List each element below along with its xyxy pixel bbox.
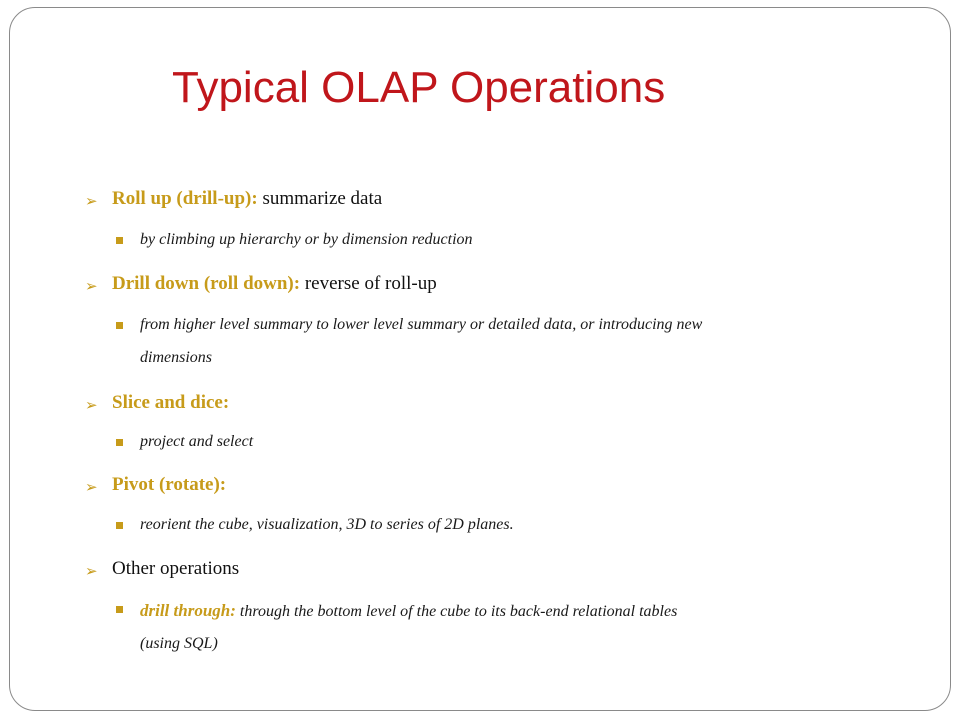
arrowhead-bullet-icon: ➢ [85, 277, 98, 295]
sub-bullet-drill-down-line2: dimensions [140, 349, 212, 366]
arrowhead-bullet-icon: ➢ [85, 192, 98, 210]
text-roll-up: summarize data [257, 188, 383, 209]
arrowhead-bullet-icon: ➢ [85, 396, 98, 414]
term-drill-through: drill through: [140, 601, 236, 620]
bullet-slice-and-dice [112, 392, 229, 414]
square-bullet-icon [116, 237, 123, 244]
sub-bullet-pivot: reorient the cube, visualization, 3D to series of 2D planes. [140, 516, 514, 533]
bullet-drill-down [112, 273, 437, 295]
square-bullet-icon [116, 606, 123, 613]
sub-bullet-drill-through-line2: (using SQL) [140, 635, 218, 652]
sub-bullet-drill-through-line1 [140, 601, 677, 621]
square-bullet-icon [116, 522, 123, 529]
square-bullet-icon [116, 322, 123, 329]
sub-bullet-roll-up: by climbing up hierarchy or by dimension reduction [140, 231, 473, 248]
term-roll-up: Roll up (drill-up): [112, 188, 258, 209]
sub-bullet-slice-and-dice: project and select [140, 433, 254, 450]
term-drill-down: Drill down (roll down): [112, 273, 301, 294]
text-drill-down: reverse of roll-up [300, 273, 437, 294]
arrowhead-bullet-icon: ➢ [85, 562, 98, 580]
bullet-other-operations: Other operations [112, 558, 240, 579]
term-pivot: Pivot (rotate): [112, 474, 227, 495]
bullet-pivot [112, 474, 226, 496]
sub-bullet-drill-down-line1: from higher level summary to lower level summary or detailed data, or introducing new [140, 316, 703, 333]
text-drill-through: through the bottom level of the cube to its back-end relational tables [235, 603, 678, 620]
arrowhead-bullet-icon: ➢ [85, 478, 98, 496]
term-slice-and-dice: Slice and dice: [112, 392, 230, 413]
bullet-roll-up [112, 188, 382, 210]
slide-title: Typical OLAP Operations [172, 63, 666, 112]
square-bullet-icon [116, 439, 123, 446]
